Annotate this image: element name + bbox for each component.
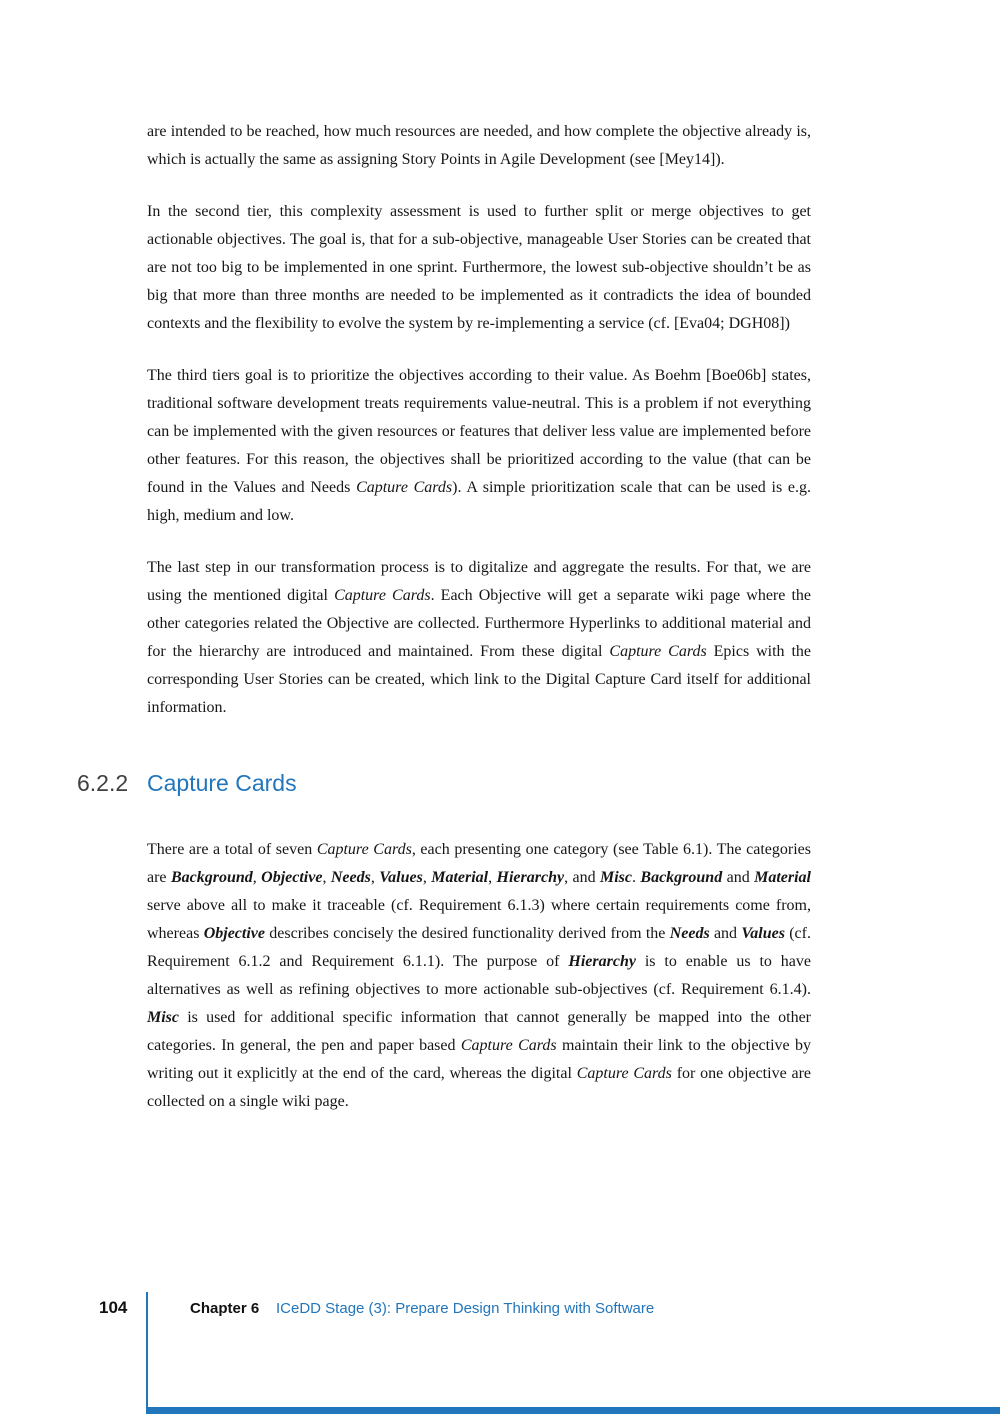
paragraph-group-bottom [147, 836, 811, 1116]
text-run: (cf. Requirement 6.1.2 and Requirement 6.1.1). The purpose of [147, 925, 811, 970]
section-number: 6.2.2 [77, 770, 129, 796]
text-run: ). A simple prioritization scale that can be used is e.g. high, medium and low. [147, 479, 812, 524]
text-run: The last step in our transformation process is to digitalize and aggregate the results. For that, we are using the mentioned digital [147, 559, 811, 604]
text-run-emphasis: Background [170, 869, 253, 886]
text-run: , [322, 869, 331, 886]
text-run: In the second tier, this complexity assessment is used to further split or merge objectives to get actionable objectives. The goal is, that for a sub-objective, manageable User Stories can be created that are not too big to be implemented in one sprint. Furthermore, the lowest sub-objective shouldn’t be as big that more than three months are needed to be implemented as it contradicts the idea of bounded contexts and the flexibility to evolve the system by re-implementing a service (cf. [Eva04; DGH08]) [147, 203, 811, 332]
paragraph-group-top [147, 118, 811, 722]
paragraph [147, 118, 811, 174]
text-run-emphasis: Capture Cards [576, 1065, 672, 1082]
footer-divider-line [146, 1292, 148, 1414]
text-run-emphasis: Background [640, 869, 723, 886]
section-title: Capture Cards [147, 770, 297, 796]
text-run: describes concisely the desired functionality derived from the [265, 925, 670, 942]
bottom-accent-bar [146, 1407, 1000, 1414]
text-run-emphasis: Values [741, 925, 785, 942]
body-text [77, 118, 812, 1140]
section-heading [77, 768, 811, 798]
text-run-emphasis: Hierarchy [496, 869, 565, 886]
text-run-emphasis: Capture Cards [609, 643, 707, 660]
text-run: , and [564, 869, 600, 886]
page-footer [0, 1298, 1000, 1324]
chapter-label: Chapter 6 [190, 1300, 260, 1317]
paragraph [147, 554, 811, 722]
text-run-emphasis: Hierarchy [568, 953, 636, 970]
text-run: maintain their link to the objective by writing out it explicitly at the end of the card, whereas the digital [147, 1037, 811, 1082]
text-run: The third tiers goal is to prioritize the objectives according to their value. As Boehm [Boe06b] states, traditional software development treats requirements value-neutral. This is a problem if not everything can be implemented with the given resources or features that deliver less value are implemented before other features. For this reason, the objectives shall be prioritized according to the value (that can be found in the Values and Needs [147, 367, 811, 496]
text-run: for one objective are collected on a single wiki page. [147, 1065, 811, 1110]
text-run-emphasis: Material [754, 869, 811, 886]
page-number: 104 [99, 1298, 128, 1317]
text-run-emphasis: Needs [669, 925, 710, 942]
text-run-emphasis: Material [431, 869, 489, 886]
text-run-emphasis: Capture Cards [356, 479, 453, 496]
text-run: and [709, 925, 742, 942]
paragraph [147, 836, 811, 1116]
text-run: There are a total of seven [147, 841, 317, 858]
text-run: Epics with the corresponding User Stories can be created, which link to the Digital Capture Card itself for additional information. [147, 643, 812, 716]
text-run-emphasis: Capture Cards [316, 841, 412, 858]
text-run-emphasis: Objective [261, 869, 323, 886]
text-run: is used for additional specific information that cannot generally be mapped into the other categories. In general, the pen and paper based [147, 1009, 811, 1054]
text-run-emphasis: Objective [203, 925, 265, 942]
paragraph [147, 198, 811, 338]
text-run: serve above all to make it traceable (cf. Requirement 6.1.3) where certain requirements come from, whereas [147, 897, 811, 942]
text-run-emphasis: Values [379, 869, 423, 886]
text-run-emphasis: Capture Cards [334, 587, 431, 604]
text-run: and [722, 869, 755, 886]
text-run: , [488, 869, 497, 886]
text-run-emphasis: Needs [330, 869, 371, 886]
text-run: , [370, 869, 380, 886]
text-run-emphasis: Capture Cards [460, 1037, 557, 1054]
text-run: is to enable us to have alternatives as well as refining objectives to more actionable sub-objectives (cf. Requirement 6.1.4). [147, 953, 812, 998]
paragraph [147, 362, 811, 530]
text-run-emphasis: Misc [147, 1009, 179, 1026]
text-run: , [252, 869, 262, 886]
text-run: , [422, 869, 432, 886]
text-run: are intended to be reached, how much resources are needed, and how complete the objective already is, which is actually the same as assigning Story Points in Agile Development (see [Mey14]). [147, 123, 811, 168]
text-run: , each presenting one category (see Table 6.1). The categories are [147, 841, 811, 886]
chapter-title: ICeDD Stage (3): Prepare Design Thinking with Software [276, 1300, 655, 1317]
text-run-emphasis: Misc [599, 869, 632, 886]
text-run: . Each Objective will get a separate wiki page where the other categories related the Objective are collected. Furthermore Hyperlinks to additional material and for the hierarchy are introduced and maintained. From these digital [147, 587, 812, 660]
text-run: . [631, 869, 641, 886]
